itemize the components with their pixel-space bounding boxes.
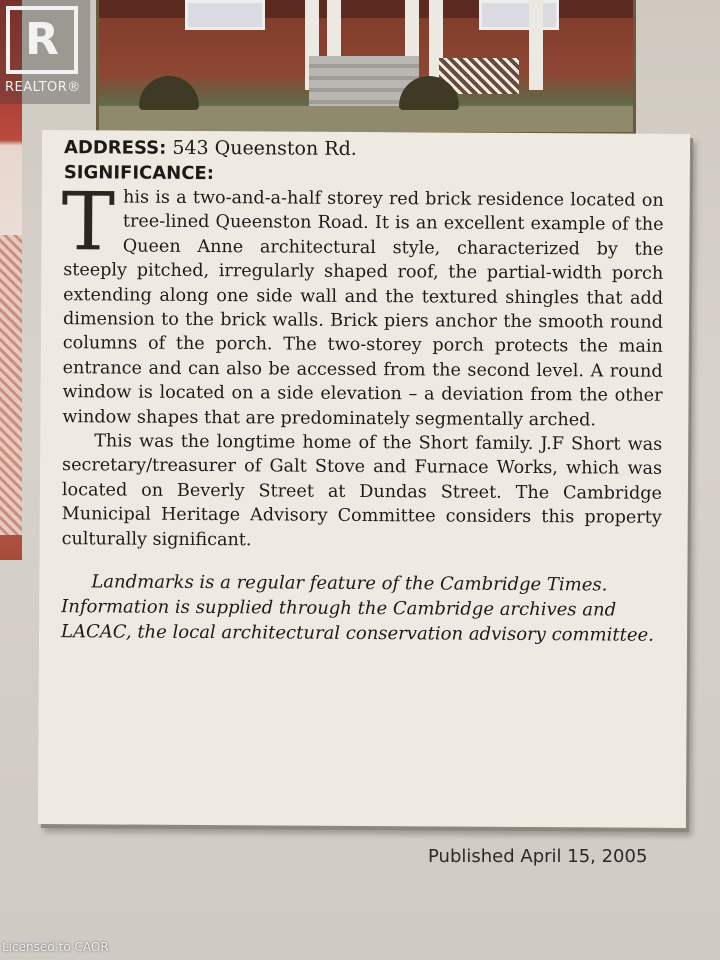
realtor-watermark <box>0 0 91 104</box>
realtor-logo-icon: R <box>6 6 78 74</box>
address-value: 543 Queenston Rd. <box>172 136 357 160</box>
license-watermark: Licensed to CAOR <box>2 940 109 954</box>
significance-label: SIGNIFICANCE: <box>63 162 215 185</box>
photo-porch-column <box>529 0 543 90</box>
published-date: Published April 15, 2005 <box>428 846 648 867</box>
address-label: ADDRESS: <box>63 137 167 159</box>
landmarks-note: Landmarks is a regular feature of the Cambridge Times. Information is supplied through the Cambridge archives and LACAC, the local architectural conservation advisory committee. <box>60 571 654 646</box>
article-content <box>61 130 664 648</box>
house-photo <box>96 0 636 135</box>
article-paragraph-2: This was the longtime home of the Short family. J.F Short was secretary/treasurer of Galt Stove and Furnace Works, which was located on Beverly Street at Dundas Street. The Cambridge Municipal Heritage Advisory Committee considers this property culturally significant. <box>61 431 663 551</box>
drop-cap: T <box>61 175 116 269</box>
realtor-brand-text: REALTOR® <box>5 80 81 95</box>
newspaper-clipping <box>38 130 690 828</box>
photo-window <box>479 0 559 30</box>
photo-shrub <box>139 76 199 110</box>
address-line <box>64 134 664 165</box>
article-paragraph-1 <box>61 175 664 433</box>
photo-window <box>185 0 265 30</box>
adjacent-page-pattern <box>0 235 22 535</box>
paragraph-1-text: his is a two-and-a-half storey red brick residence located on tree-lined Queenston Road. It is an excellent example of the Queen Anne architectural style, characterized by the steeply pitched, irregularly shaped roof, the partial-width porch extending along one side wall and the textured shingles that add dimension to the brick walls. Brick piers anchor the smooth round columns of the porch. The two-storey porch protects the main entrance and can also be accessed from the second level. A round window is located on a side elevation – a deviation from the other window shapes that are predominately segmentally arched. <box>62 187 664 431</box>
